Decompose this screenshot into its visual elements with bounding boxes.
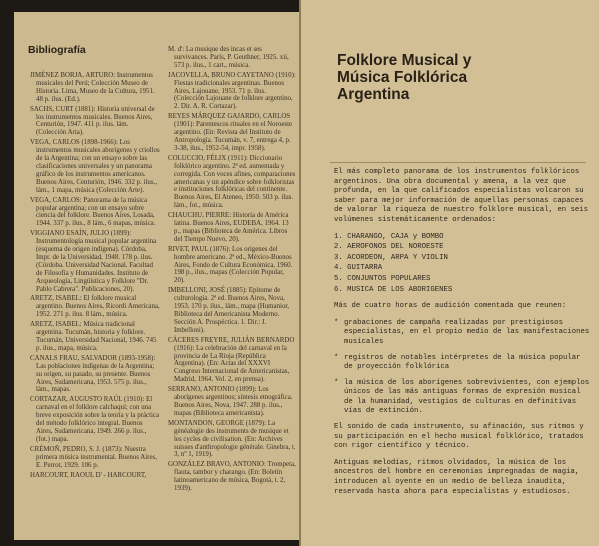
features-list — [334, 319, 590, 417]
bibliography-entry: COLUCCIO, FÉLIX (1911): Diccionario folklórico argentino. 2ª ed. aumentada y corregida. Con voces afines, comparaciones americanas y un apéndice sobre folkloristas e instituciones folklóricas del continente. Buenos Aires, El Ateneo, 1950. 503 p. ilus. lám., fot., música. — [168, 154, 296, 210]
volume-item: 6. MUSICA DE LOS ABORIGENES — [334, 285, 453, 294]
bibliography-entry: ARETZ, ISABEL: El folklore musical argentino. Buenos Aires, Ricordi Americana, 1952. 271 p. ilus. 8 lám., música. — [30, 295, 160, 319]
bibliography-entry: VEGA, CARLOS (1898-1966): Los instrumentos musicales aborígenes y criollos de la Argentina; con un ensayo sobre las clasificaciones universales y un panorama gráfico de los instrumentos americanos. Buenos Aires, Centurión, 1946. 332 p. ilus., lám., 1 mapa, música (Colección Arte). — [30, 139, 160, 194]
bibliography-entry: VIGGIANO ESAÍN, JULIO (1899): Instrumentología musical popular argentina (esquema de origen indígena). Córdoba, Impr. de la Universidad, 1948. 178 p. ilus. (Córdoba. Universidad Nacional. Facultad de Filosofía y Humanidades. Instituto de Arqueología, Lingüística y Folklore "Dr. Pablo Cabrera". Publicaciones, 20). — [30, 230, 157, 293]
asterisk-bullet: * — [334, 353, 339, 362]
bibliography-entry: CHAUCHU, PIERRE: Historia de América latina. Buenos Aires, EUDEBA, 1964. 13 p., mapas (Biblioteca de América. Libros del Tiempo Nuevo, 20). — [168, 212, 289, 243]
divider — [330, 162, 586, 163]
bibliography-entry: CORTAZAR, AUGUSTO RAÚL (1910): El carnaval en el folklore calchaquí; con una breve exposición sobre la teoría y la práctica del método folklórico integral. Buenos Aires, Sudamericana, 1949. 266 p. ilus., (fot.) mapa. — [30, 396, 160, 443]
album-title — [337, 52, 577, 103]
title-line: Música Folklórica — [337, 69, 468, 86]
feature-item — [334, 319, 590, 348]
bibliography-entry: JACOVELLA, BRUNO CAYETANO (1910): Fiestas tradicionales argentinas. Buenos Aires, Lajouane, 1953. 71 p. ilus. (Colección Lajouane de folklore argentino, 2. Dir. A. R. Cortazar). — [168, 71, 296, 111]
bibliography-column-1 — [30, 72, 160, 481]
volume-item: 4. GUITARRA — [334, 264, 383, 273]
bibliography-entry: MONTANDON, GEORGE (1879): La généalogie des instruments de musique et les cycles de civilisation. (En: Archives suisses d'anthropologie générale. Ginebra, t. 3, nº 1, 1919). — [168, 419, 296, 459]
bibliography-entry: JIMÉNEZ BORJA, ARTURO: Instrumentos musicales del Perú; Colección Museo de Historia. Lima, Museo de la Cultura, 1951. 48 p. ilus. (Ed.). — [30, 72, 155, 103]
title-line: Argentina — [337, 86, 410, 103]
volume-item: 2. AEROFONOS DEL NOROESTE — [334, 243, 444, 252]
bibliography-entry: SERRANO, ANTONIO (1899): Los aborígenes argentinos; síntesis etnográfica. Buenos Aires, Nova, 1947. 288 p. ilus., mapas (Biblioteca americanista). — [168, 386, 293, 417]
bibliography-column-2 — [168, 46, 296, 495]
feature-text: registros de notables intérpretes de la música popular de proyección folklórica — [344, 353, 581, 372]
asterisk-bullet: * — [334, 378, 339, 387]
page-fold — [299, 0, 301, 546]
bibliography-entry: VEGA, CARLOS: Panorama de la música popular argentina; con un ensayo sobre ciencia del folklore. Buenos Aires, Losada, 1944. 337 p. ilus., 8 lám., 6 mapas, música. — [30, 196, 156, 228]
feature-item — [334, 379, 590, 417]
description-body — [334, 168, 590, 504]
lead-paragraph: Más de cuatro horas de audición comentada que reunen: — [334, 302, 567, 311]
bibliography-entry: REYES MÁRQUEZ GAJARDO, CARLOS (1901): Parentescos rituales en el Noroeste argentino. (En: Revista del Instituto de Antropología. Tucumán, v. 7, entrega 4, p. 3-38, ilus., 1952-54, impr. 1958). — [168, 113, 293, 152]
bibliography-entry: CÁCERES FREYRE, JULIÁN BERNARDO (1916): La celebración del carnaval en la provincia de La Rioja (República Argentina). (En: Actas del XXXVI Congreso Internacional de Americanistas, Madrid, 1964. Vol. 2, en prensa). — [168, 336, 295, 384]
bibliography-entry: GONZÁLEZ BRAVO, ANTONIO: Trompeta, flauta, tambor y charango. (En: Boletín latinoamericano de música, Bogotá, t. 2, 1939). — [168, 461, 296, 493]
volume-list — [334, 233, 590, 296]
volume-item: 1. CHARANGO, CAJA y BOMBO — [334, 232, 444, 241]
volume-item: 5. CONJUNTOS POPULARES — [334, 274, 431, 283]
title-line: Folklore Musical y — [337, 52, 472, 69]
feature-item — [334, 354, 590, 373]
asterisk-bullet: * — [334, 318, 339, 327]
bibliography-entry: CRÉMOÑ, PEDRO, S. J. (1873): Nuestra primera música instrumental. Buenos Aires, E. Perrot, 1929. 106 p. — [30, 445, 157, 469]
feature-text: la música de los aborígenes sobrevivientes, con ejemplos únicos de las más antiguas formas de expresión musical de la humanidad, vestigios de culturas en definitivas vías de extinción. — [344, 378, 590, 416]
bibliography-entry: M. d': La musique des incas et ses survivances. París, P. Geuthner, 1925. xii, 573 p. ilus., 1 cart., música. — [168, 46, 289, 69]
bibliography-entry: SACHS, CURT (1881): Historia universal de los instrumentos musicales. Buenos Aires, Centurión, 1947. 411 p. ilus. lám. (Colección Aria). — [30, 105, 155, 137]
bibliography-entry: CANALS FRAU, SALVADOR (1893-1958): Las poblaciones indígenas de la Argentina; su origen, su pasado, su presente. Buenos Aires, Sudamericana, 1953. 575 p. ilus., lám., mapas. — [30, 354, 156, 394]
bibliography-entry: RIVET, PAUL (1876): Los orígenes del hombre americano. 2ª ed., México-Buenos Aires, Fondo de Cultura Económica, 1960. 198 p., ilus., mapas (Colección Popular, 20). — [168, 245, 293, 285]
bibliography-entry: HARCOURT, RAOUL D' - HARCOURT, — [30, 471, 147, 479]
bibliography-heading: Bibliografía — [28, 44, 86, 56]
volume-item: 3. ACORDEON, ARPA Y VIOLIN — [334, 253, 448, 262]
feature-text: grabaciones de campaña realizadas por prestigiosos especialistas, en el propio medio de las manifestaciones musicales — [344, 318, 590, 346]
bibliography-entry: ARETZ, ISABEL: Música tradicional argentina. Tucumán, historia y folklore. Tucumán, Universidad Nacional, 1946. 745 p. ilus., mapa, música. — [30, 321, 157, 352]
melodies-paragraph: Antiguas melodías, ritmos olvidados, la música de los ancestros del hombre en ceremonias impregnadas de magia, introducen al oyente en un medio de belleza inaudita, reservada hasta ahora para especialistas y estudiosos. — [334, 458, 580, 496]
bibliography-entry: IMBELLONI, JOSÉ (1885): Epítome de culturología. 2ª ed. Buenos Aires, Nova, 1953. 170 p. ilus., lám., mapa (Humanior, Biblioteca del Americanista Moderno. Sección A. Prospéctica. 1. Dir.: J. Imbelloni). — [168, 287, 290, 334]
sound-paragraph: El sonido de cada instrumento, su afinación, sus ritmos y su participación en el hecho musical folklórico, tratados con rigor científico y técnico. — [334, 423, 584, 451]
intro-paragraph: El más completo panorama de los instrumentos folklóricos argentinos. Una obra documental y amena, a la vez que profunda, en la que calificados especialistas volcaron su saber para mejor información de aquellas personas capaces de valorar la riqueza de nuestro folklore musical, en seis volúmenes sistemáticamente ordenados: — [334, 168, 588, 224]
